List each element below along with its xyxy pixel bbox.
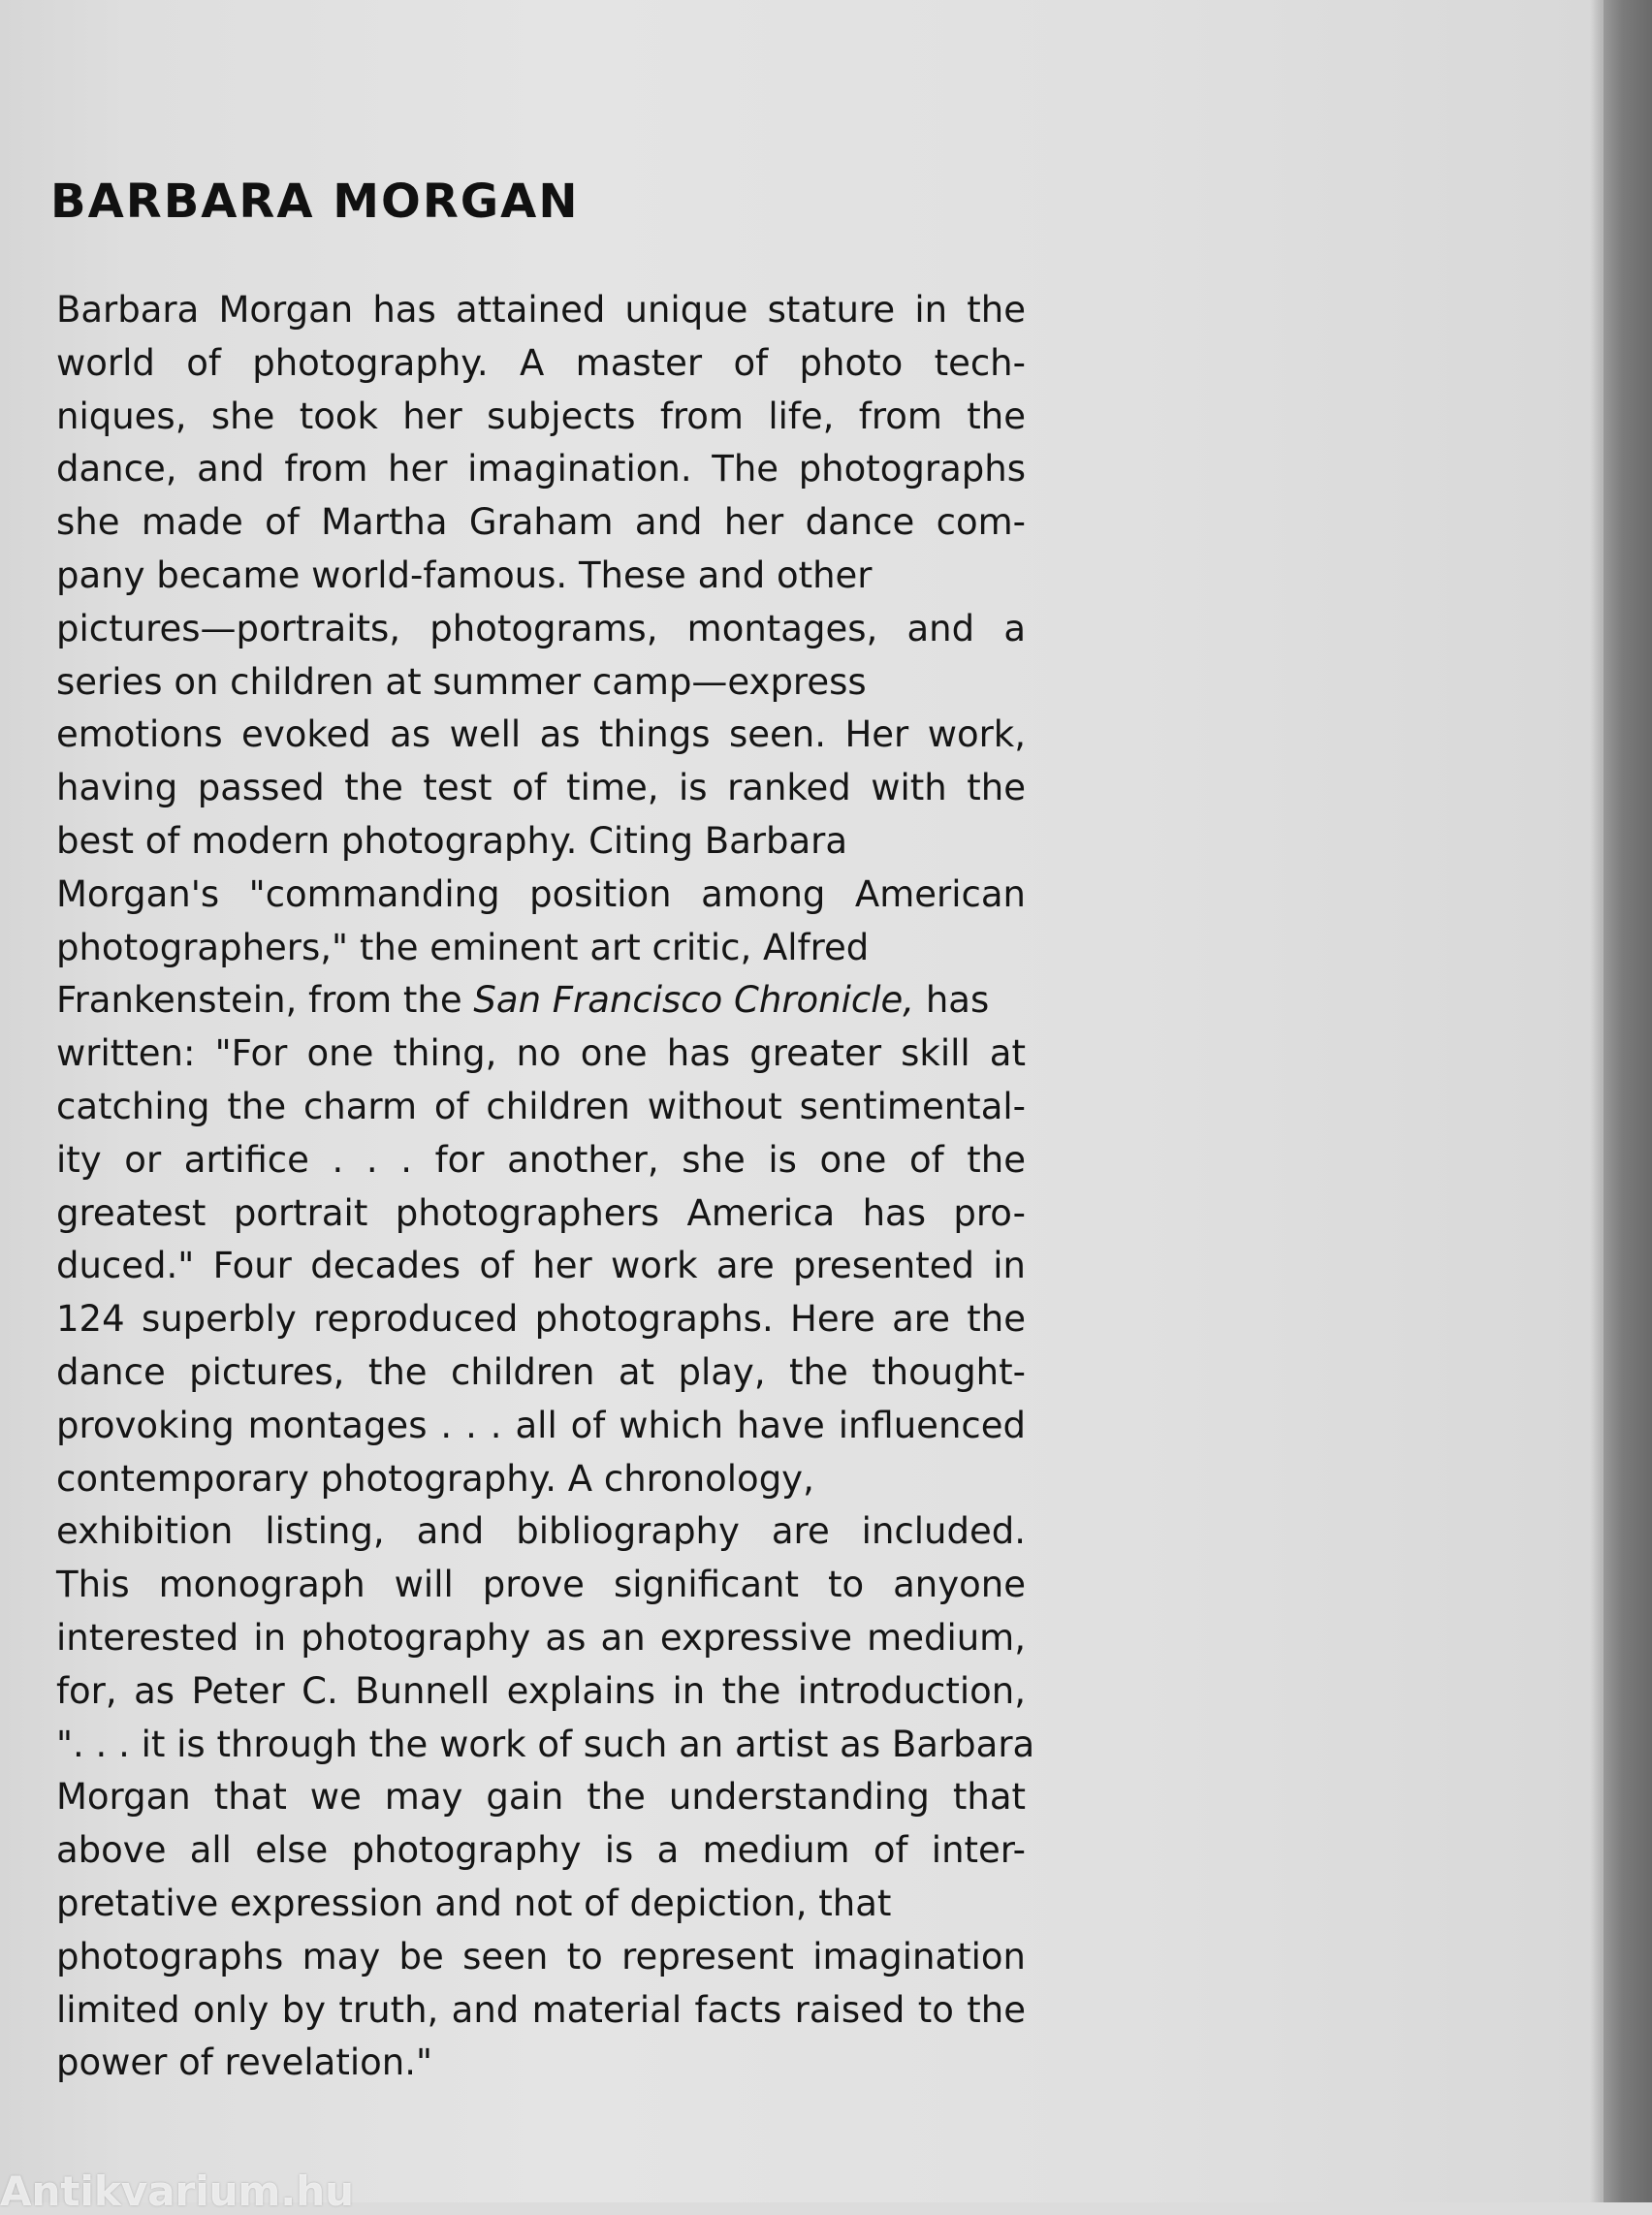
page-title: BARBARA MORGAN <box>50 174 580 229</box>
newspaper-title: San Francisco Chronicle, <box>473 979 915 1022</box>
text-line: best of modern photography. Citing Barbara <box>56 819 848 862</box>
text-line-with-italic <box>56 974 1026 1028</box>
text-line: ity or artifice . . . for another, she is one of the <box>56 1138 1026 1181</box>
text-line: Barbara Morgan has attained unique stature in the <box>56 289 1026 331</box>
text-line: emotions evoked as well as things seen. Her work, <box>56 713 1026 756</box>
text-line: greatest portrait photographers America has pro- <box>56 1191 1026 1234</box>
text-line: series on children at summer camp—express <box>56 660 867 703</box>
text-line: duced." Four decades of her work are presented in <box>56 1245 1026 1287</box>
text-line: catching the charm of children without sentimental- <box>56 1085 1026 1127</box>
text-line: Morgan's "commanding position among American <box>56 872 1026 915</box>
text-line: 124 superbly reproduced photographs. Here are the <box>56 1298 1026 1341</box>
text-line: photographs may be seen to represent imagination <box>56 1935 1026 1978</box>
text-line: having passed the test of time, is ranked with the <box>56 767 1026 809</box>
text-segment: has <box>914 979 990 1022</box>
text-line: world of photography. A master of photo tech- <box>56 341 1026 384</box>
text-line: for, as Peter C. Bunnell explains in the introduction, <box>56 1669 1026 1712</box>
text-segment: Frankenstein, from the <box>56 979 474 1022</box>
text-line: exhibition listing, and bibliography are included. <box>56 1510 1026 1553</box>
text-line: written: "For one thing, no one has greater skill at <box>56 1032 1026 1075</box>
text-line: pictures—portraits, photograms, montages, and a <box>56 607 1026 649</box>
text-line: above all else photography is a medium of inter- <box>56 1829 1026 1872</box>
text-line: interested in photography as an expressive medium, <box>56 1616 1026 1659</box>
text-line: photographers," the eminent art critic, Alfred <box>56 926 870 968</box>
text-line: pany became world-famous. These and other <box>56 554 873 596</box>
text-line: ". . . it is through the work of such an artist as Barbara <box>56 1723 1035 1765</box>
text-line: niques, she took her subjects from life, from the <box>56 395 1026 437</box>
text-line: dance pictures, the children at play, the thought- <box>56 1350 1026 1393</box>
text-line: power of revelation." <box>56 2041 432 2084</box>
text-line: Morgan that we may gain the understanding that <box>56 1776 1026 1819</box>
text-line: This monograph will prove significant to anyone <box>56 1564 1026 1606</box>
watermark: Antikvarium.hu <box>0 2168 355 2215</box>
text-line: contemporary photography. A chronology, <box>56 1457 814 1500</box>
page-edge-shadow <box>1590 0 1604 2202</box>
text-line: provoking montages . . . all of which have influenced <box>56 1404 1026 1446</box>
text-line: limited only by truth, and material facts raised to the <box>56 1988 1026 2031</box>
text-line: dance, and from her imagination. The photographs <box>56 448 1026 490</box>
book-binding-edge <box>1604 0 1652 2202</box>
description-text <box>56 284 1035 2090</box>
text-line: she made of Martha Graham and her dance com- <box>56 501 1026 544</box>
text-line: pretative expression and not of depiction, that <box>56 1882 892 1924</box>
